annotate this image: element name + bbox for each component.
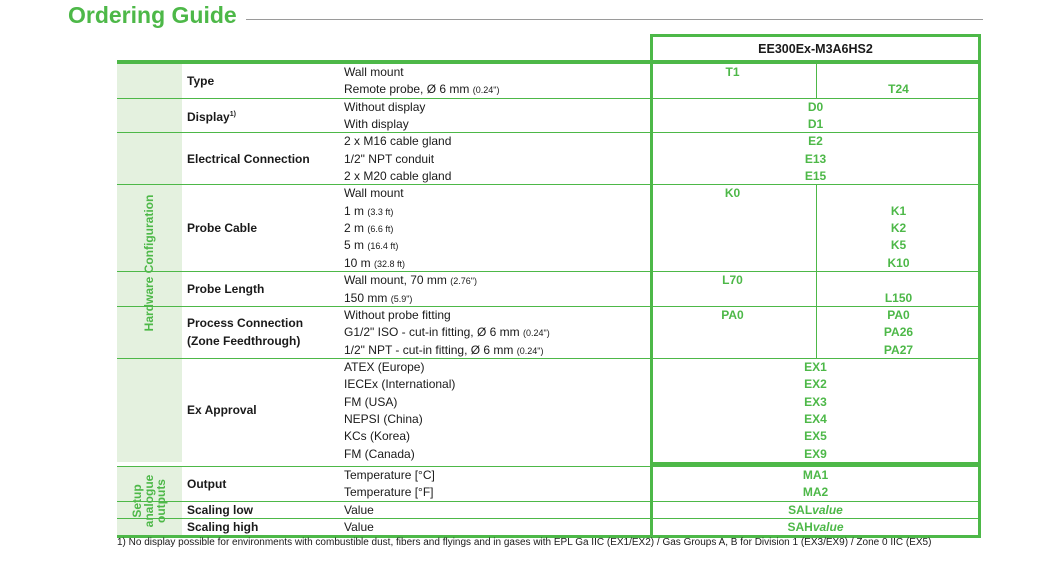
option-text: With display [344,117,409,132]
option-text: 5 m [344,238,365,253]
section-label-line: analogue [142,474,156,528]
order-code-text: T24 [888,82,909,97]
option-text: 1/2" NPT conduit [344,151,435,166]
imperial-unit: (5.9") [390,293,413,304]
model-code-column [650,466,981,535]
imperial-unit: (6.6 ft) [367,224,394,235]
section-label-line: Setup [130,484,144,518]
option-description [344,411,644,428]
option-description [344,376,644,393]
order-code-text: L70 [722,273,743,288]
order-code-text: SAL [788,502,813,517]
order-code-text: PA26 [883,325,914,340]
table-section [117,466,981,535]
order-code-text: K10 [887,255,910,270]
option-text: IECEx (International) [344,377,456,392]
option-text: Value [344,502,374,517]
imperial-unit: (32.8 ft) [374,258,406,269]
imperial-unit: (0.24") [516,345,544,356]
option-group-label [187,359,337,462]
option-text: Temperature [°C] [344,468,435,482]
title-rule [246,19,983,20]
option-text: NEPSI (China) [344,411,423,426]
option-description [344,359,644,376]
option-description [344,272,644,290]
group-label-text: Scaling low [187,502,254,517]
order-code-text: K0 [724,186,741,201]
group-label-text: Process Connection (Zone Feedthrough) [187,316,304,349]
option-text: Without probe fitting [344,307,451,322]
order-code-text: PA27 [883,342,914,357]
option-description [344,237,644,255]
order-code-text: E15 [804,169,827,184]
order-code-text: K1 [890,203,907,218]
option-description [344,324,644,342]
option-text: 10 m [344,255,371,270]
order-code-text: D0 [807,99,824,114]
section-label-line: outputs [154,478,168,523]
option-description [344,428,644,445]
order-code-text: D1 [807,117,824,132]
group-label-text: Probe Length [187,282,265,297]
order-code-text: PA0 [721,307,744,322]
table-section [117,63,981,462]
imperial-unit: (3.3 ft) [367,206,394,217]
option-text: KCs (Korea) [344,429,411,444]
imperial-unit: (16.4 ft) [367,241,399,252]
option-description [344,484,644,501]
order-code-text: MA2 [802,485,829,500]
option-text: 150 mm [344,290,388,305]
order-code-text: SAH [787,520,813,535]
option-text: ATEX (Europe) [344,359,425,374]
order-code-placeholder: value [812,502,843,517]
option-description [344,342,644,360]
option-description [344,446,644,463]
option-description [344,116,644,133]
option-description [344,307,644,324]
order-code-text: MA1 [802,468,829,482]
option-description [344,203,644,221]
option-description [344,133,644,150]
group-label-text: Output [187,476,227,491]
option-description [344,290,644,308]
order-code-text: EX9 [804,446,827,461]
option-description [344,394,644,411]
order-code-text: EX3 [804,394,827,409]
model-code-column [650,63,981,462]
group-label-text: Ex Approval [187,403,257,418]
imperial-unit: (0.24") [522,328,550,339]
option-text: 1/2" NPT - cut-in fitting, Ø 6 mm [344,342,514,357]
order-code-text: K2 [890,221,907,236]
option-group-label [187,272,337,306]
option-group-label [187,502,337,518]
group-label-text: Display$^{1)}$ [187,109,236,124]
option-description [344,81,644,99]
option-description [344,255,644,273]
page-title: Ordering Guide [68,2,237,28]
option-text: 1 m [344,203,365,218]
footnote-marker: 1) [229,110,236,118]
imperial-unit: (0.24") [472,85,500,96]
option-text: Wall mount [344,65,404,79]
option-group-label [187,133,337,184]
option-text: Temperature [°F] [344,485,434,500]
order-code-text: T1 [725,65,740,79]
order-code-text: K5 [890,238,907,253]
option-group-label [187,519,337,535]
option-description [344,99,644,116]
group-label-text: Electrical Connection [187,151,310,166]
group-label-text: Type [187,73,215,88]
option-text: FM (USA) [344,394,398,409]
option-description [344,519,644,536]
order-code-text: PA0 [887,307,910,322]
option-description [344,185,644,202]
option-text: Wall mount [344,186,404,201]
option-description [344,467,644,484]
option-text: 2 x M16 cable gland [344,134,452,149]
option-text: Wall mount, 70 mm [344,273,447,288]
order-code-text: EX5 [804,429,827,444]
order-code-text: E13 [804,151,827,166]
option-description [344,64,644,81]
option-text: Without display [344,99,426,114]
group-label-text: Scaling high [187,520,259,535]
order-code-text: E2 [808,134,823,149]
option-text: G1/2" ISO - cut-in fitting, Ø 6 mm [344,325,520,340]
option-group-label [187,185,337,271]
option-description [344,168,644,185]
order-code-placeholder: value [812,520,844,535]
option-text: Remote probe, Ø 6 mm [344,82,470,97]
order-code-text: L150 [884,290,913,305]
group-label-text: Probe Cable [187,221,258,236]
option-text: 2 x M20 cable gland [344,169,452,184]
option-group-label [187,64,337,98]
order-code-text: EX4 [804,411,827,426]
order-code-text: EX2 [804,377,827,392]
footnote: 1) No display possible for environments with combustible dust, fibers and flyings and in gases with EPL Ga IIC (EX1/EX2) / Gas Groups A, B for Division 1 (EX3/EX9) / Zone 0 IIC (EX5) [117,537,932,548]
option-text: Value [344,520,374,535]
imperial-unit: (2.76") [450,276,477,287]
ordering-table [117,60,981,538]
option-text: 2 m [344,221,365,236]
section-label: Hardware Configuration [142,194,156,331]
order-code-text: EX1 [804,359,827,374]
option-description [344,220,644,238]
model-header: EE300Ex-M3A6HS2 [650,34,981,60]
option-description [344,151,644,168]
option-group-label [187,467,337,501]
option-description [344,502,644,519]
option-group-label [187,307,337,358]
option-group-label [187,99,337,133]
option-text: FM (Canada) [344,446,415,461]
